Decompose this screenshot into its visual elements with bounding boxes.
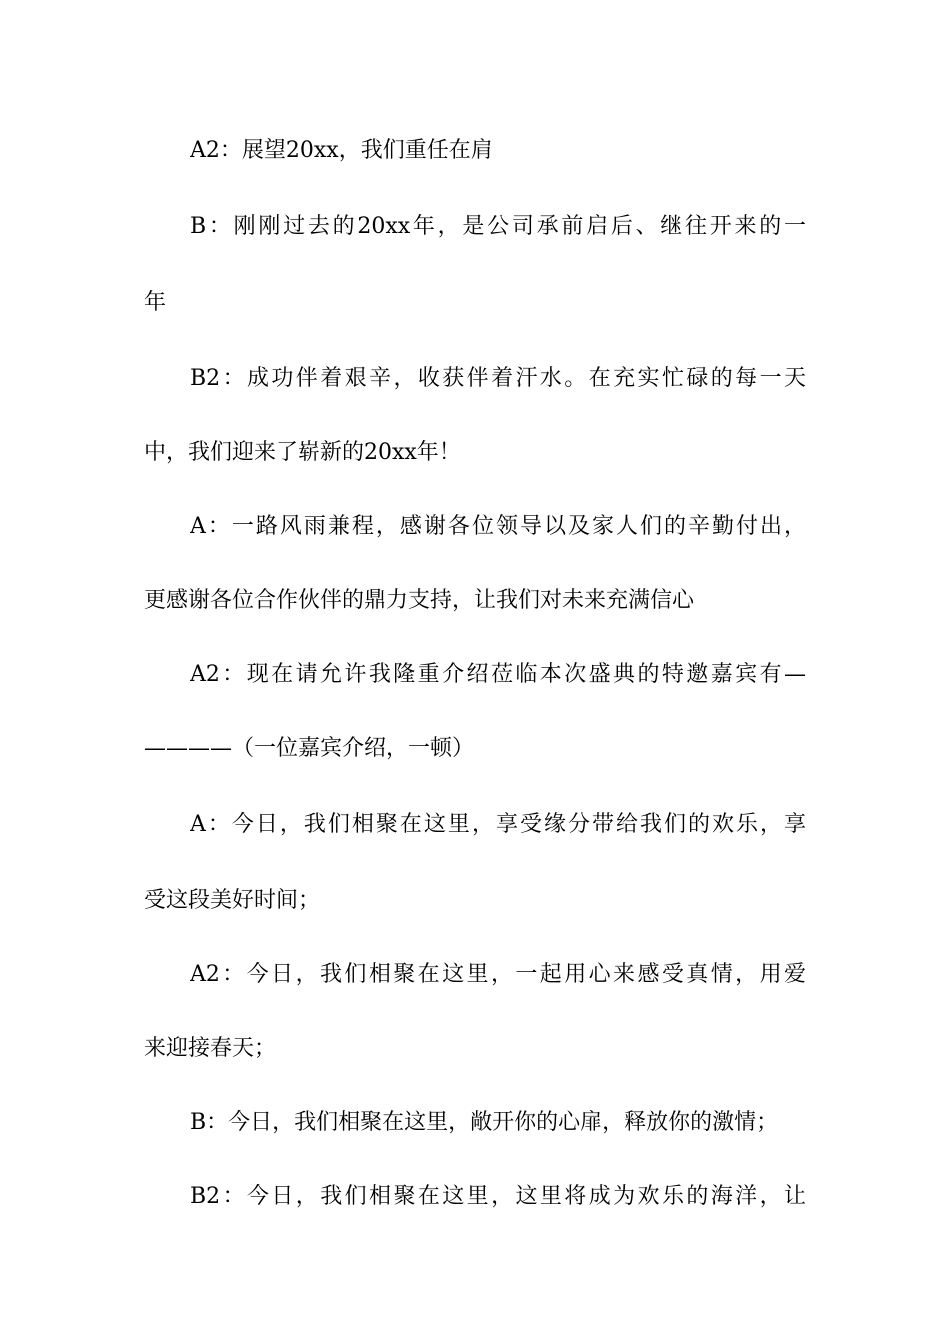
paragraph-line: B：刚刚过去的20xx年，是公司承前启后、继往开来的一 <box>190 214 806 239</box>
paragraph-line: B2：今日，我们相聚在这里，这里将成为欢乐的海洋，让 <box>190 1184 806 1209</box>
paragraph-line: B2：成功伴着艰辛，收获伴着汗水。在充实忙碌的每一天 <box>190 366 806 391</box>
paragraph-line: A：一路风雨兼程，感谢各位领导以及家人们的辛勤付出， <box>190 514 806 539</box>
paragraph-line: 受这段美好时间； <box>144 888 321 913</box>
paragraph-line: 年 <box>144 290 167 315</box>
paragraph-line: A：今日，我们相聚在这里，享受缘分带给我们的欢乐，享 <box>190 812 806 837</box>
paragraph-line: B：今日，我们相聚在这里，敞开你的心扉，释放你的激情； <box>190 1110 779 1135</box>
paragraph-line: A2：展望20xx，我们重任在肩 <box>190 138 493 163</box>
paragraph-line: A2：今日，我们相聚在这里，一起用心来感受真情，用爱 <box>190 962 806 987</box>
paragraph-line: ————（一位嘉宾介绍，一顿） <box>144 736 475 761</box>
paragraph-line: 更感谢各位合作伙伴的鼎力支持，让我们对未来充满信心 <box>144 588 695 613</box>
paragraph-line: A2：现在请允许我隆重介绍莅临本次盛典的特邀嘉宾有— <box>190 662 806 687</box>
paragraph-line: 中，我们迎来了崭新的20xx年！ <box>144 440 461 465</box>
paragraph-line: 来迎接春天； <box>144 1036 277 1061</box>
